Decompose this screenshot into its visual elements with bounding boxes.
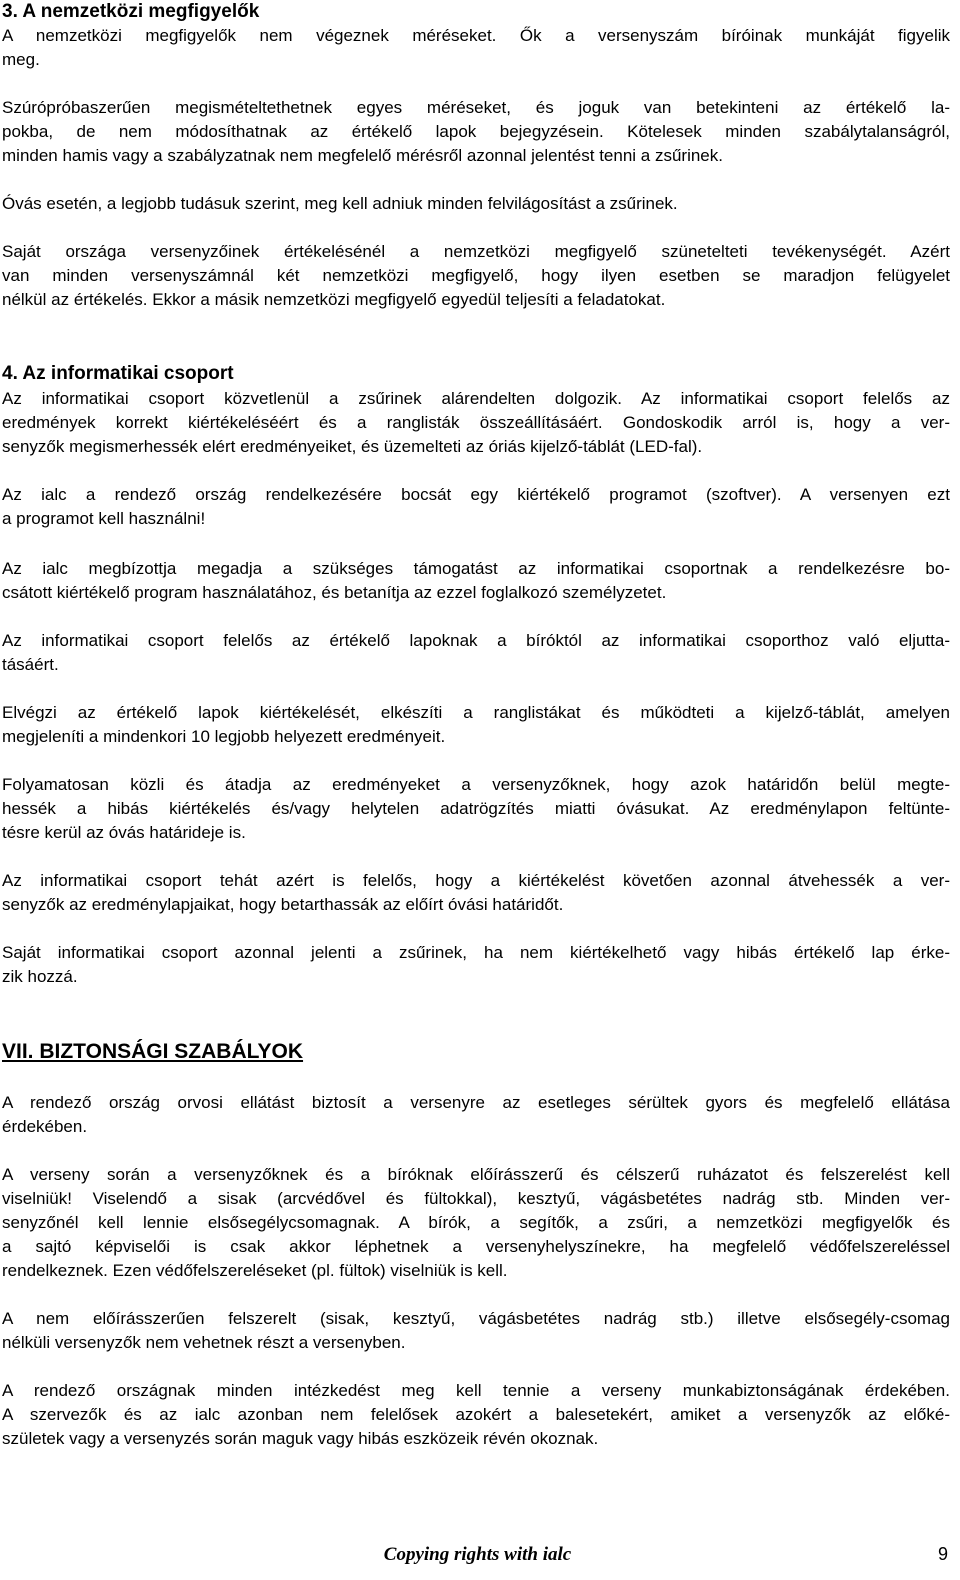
paragraph-line: nélkül az értékelés. Ekkor a másik nemzetközi megfigyelő egyedül teljesíti a feladatokat. [2,290,666,309]
paragraph-line: csátott kiértékelő program használatához, és betanítja az ezzel foglalkozó személyzetet. [2,583,667,602]
paragraph-line: senyzők az eredménylapjaikat, hogy betarthassák az előírt óvási határidőt. [2,895,564,914]
page-number: 9 [938,1544,949,1564]
paragraph-line: A nemzetközi megfigyelők nem végeznek méréseket. Ők a versenyszám bíróinak munkáját figyelik [2,26,950,45]
paragraph-line: tésre kerül az óvás határideje is. [2,823,246,842]
paragraph-line: Az ialc megbízottja megadja a szükséges támogatást az informatikai csoportnak a rendelkezésre bo- [2,559,950,578]
paragraph-line: A verseny során a versenyzőknek és a bíróknak előírásszerű és célszerű ruházatot és felszerelést kell [2,1165,950,1184]
section-4-heading: 4. Az informatikai csoport [2,363,234,384]
paragraph-line: senyzőnél kell lennie elsősegélycsomagnak. A bírók, a segítők, a zsűri, a nemzetközi megfigyelők és [2,1213,950,1232]
paragraph-line: A rendező országnak minden intézkedést meg kell tennie a verseny munkabiztonságának érdekében. [2,1381,950,1400]
paragraph-line: Folyamatosan közli és átadja az eredményeket a versenyzőknek, hogy azok határidőn belül megte- [2,775,950,794]
paragraph-line: rendelkeznek. Ezen védőfelszereléseket (pl. fültok) viselniük is kell. [2,1261,508,1280]
paragraph-line: nélküli versenyzők nem vehetnek részt a versenyben. [2,1333,406,1352]
paragraph-line: van minden versenyszámnál két nemzetközi megfigyelő, hogy ilyen esetben se maradjon felügyelet [2,266,950,285]
paragraph-line: viselniük! Viselendő a sisak (arcvédővel és fültokkal), kesztyű, vágásbetétes nadrág stb. Minden ver- [2,1189,950,1208]
section-vii-heading: VII. BIZTONSÁGI SZABÁLYOK [2,1040,304,1063]
paragraph-line: Szúrópróbaszerűen megismételtethetnek egyes méréseket, és joguk van betekinteni az értékelő la- [2,98,950,117]
footer-copyright: Copying rights with ialc [383,1544,572,1565]
paragraph-line: minden hamis vagy a szabályzatnak nem megfelelő mérésről azonnal jelentést tenni a zsűrinek. [2,146,723,165]
paragraph-line: hessék a hibás kiértékelés és/vagy helytelen adatrögzítés miatti óvásukat. Az eredménylapon feltünte- [2,799,950,818]
paragraph-line: A szervezők és az ialc azonban nem felelősek azokért a balesetekért, amiket a versenyzők az előké- [2,1405,950,1424]
section-3-heading: 3. A nemzetközi megfigyelők [2,1,260,22]
paragraph-line: Óvás esetén, a legjobb tudásuk szerint, meg kell adniuk minden felvilágosítást a zsűrinek. [2,194,678,213]
paragraph-line: A nem előírásszerűen felszerelt (sisak, kesztyű, vágásbetétes nadrág stb.) illetve elsősegély-csomag [2,1309,950,1328]
paragraph-line: Saját informatikai csoport azonnal jelenti a zsűrinek, ha nem kiértékelhető vagy hibás értékelő lap érke- [2,943,950,962]
paragraph-line: Az informatikai csoport közvetlenül a zsűrinek alárendelten dolgozik. Az informatikai csoport felelős az [2,389,950,408]
paragraph-line: érdekében. [2,1117,88,1136]
paragraph-line: senyzők megismerhessék elért eredményeiket, és üzemelteti az óriás kijelző-táblát (LED-fal). [2,437,703,456]
paragraph-line: Az informatikai csoport felelős az értékelő lapoknak a bíróktól az informatikai csoporthoz való eljutta- [2,631,950,650]
paragraph-line: tásáért. [2,655,59,674]
paragraph-line: megjeleníti a mindenkori 10 legjobb helyezett eredményeit. [2,727,446,746]
paragraph-line: születek vagy a versenyzés során maguk vagy hibás eszközeik révén okoznak. [2,1429,599,1448]
paragraph-line: Az ialc a rendező ország rendelkezésére bocsát egy kiértékelő programot (szoftver). A versenyen ezt [2,485,950,504]
paragraph-line: pokba, de nem módosíthatnak az értékelő lapok bejegyzésein. Kötelesek minden szabálytalanságról, [2,122,950,141]
paragraph-line: eredmények korrekt kiértékeléséért és a ranglisták összeállításáért. Gondoskodik arról is, hogy a ver- [2,413,950,432]
paragraph-line: Az informatikai csoport tehát azért is felelős, hogy a kiértékelést követően azonnal átvehessék a ver- [2,871,950,890]
paragraph-line: Saját országa versenyzőinek értékelésénél a nemzetközi megfigyelő szünetelteti tevékenységét. Azért [2,242,950,261]
paragraph-line: zik hozzá. [2,967,78,986]
paragraph-line: a sajtó képviselői is csak akkor léphetnek a versenyhelyszínekre, ha megfelelő védőfelszereléssel [2,1237,950,1256]
paragraph-line: a programot kell használni! [2,509,206,528]
paragraph-line: meg. [2,50,40,69]
paragraph-line: A rendező ország orvosi ellátást biztosít a versenyre az esetleges sérültek gyors és megfelelő ellátása [2,1093,950,1112]
paragraph-line: Elvégzi az értékelő lapok kiértékelését, elkészíti a ranglistákat és működteti a kijelző-táblát, amelyen [2,703,950,722]
